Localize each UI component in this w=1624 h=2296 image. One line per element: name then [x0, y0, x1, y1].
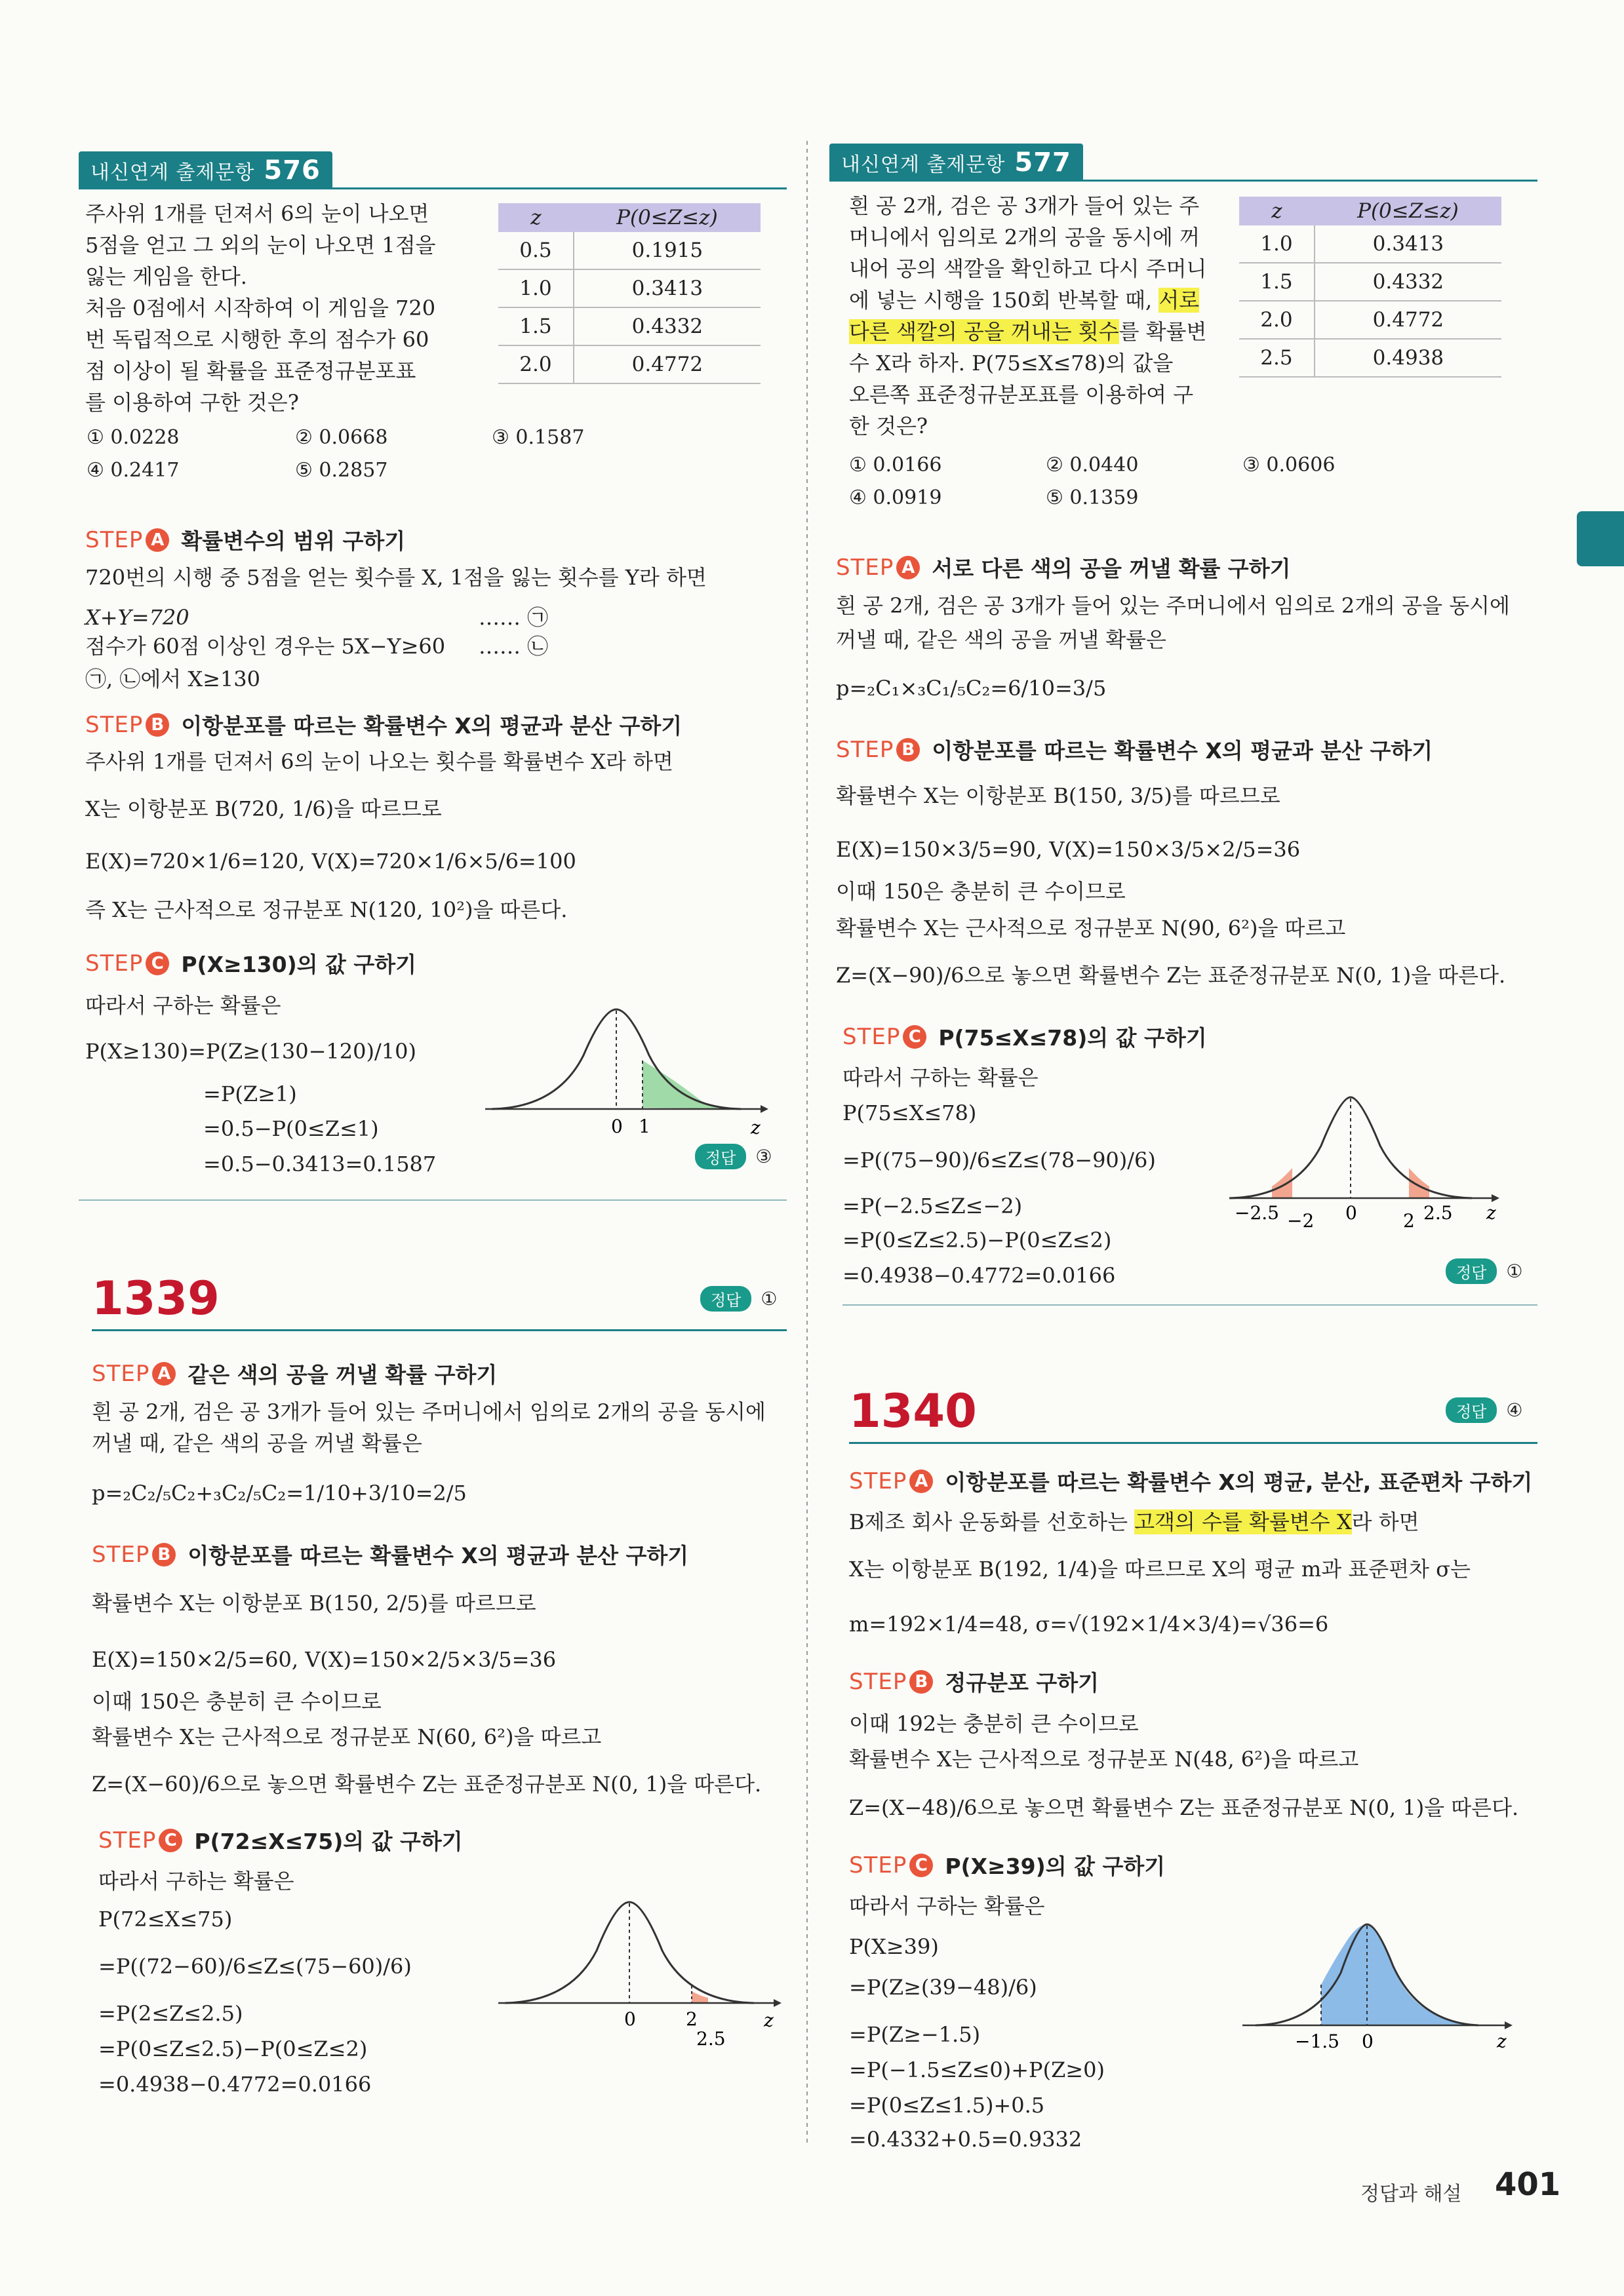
normal-curve-1340 [1242, 1907, 1518, 2058]
sol-1339-c4: =P(2≤Z≤2.5) [98, 2001, 243, 2026]
sol-1339-a2: 꺼낼 때, 같은 색의 공을 꺼낼 확률은 [92, 1431, 422, 1456]
sol-576-a1: 720번의 시행 중 5점을 얻는 횟수를 X, 1점을 잃는 횟수를 Y라 하면 [85, 565, 707, 590]
curve-label: z [1486, 1202, 1496, 1224]
section-rule [842, 1304, 1537, 1306]
section-rule [849, 1442, 1537, 1444]
problem-576-line-2: 5점을 얻고 그 외의 눈이 나오면 1점을 [85, 233, 436, 258]
table-cell: 0.4772 [574, 345, 761, 383]
step-word: STEP [849, 1668, 907, 1695]
step-word: STEP [836, 554, 894, 581]
step-badge: B [909, 1670, 933, 1694]
step-b-576 [85, 709, 682, 740]
footer-label: 정답과 해설 [1360, 2183, 1462, 2206]
z-table-576 [498, 203, 761, 384]
curve-label: 0 [611, 1116, 623, 1137]
answer-577 [1446, 1258, 1522, 1284]
shaded-area-left [1272, 1168, 1292, 1198]
step-a-1339 [92, 1358, 497, 1389]
step-badge: C [909, 1854, 933, 1877]
sol-577-c5: =P(0≤Z≤2.5)−P(0≤Z≤2) [842, 1228, 1112, 1253]
sol-577-c1: 따라서 구하는 확률은 [842, 1065, 1039, 1090]
option-5[interactable]: ⑤ 0.1359 [1046, 486, 1139, 509]
problem-577-line-8: 한 것은? [849, 414, 928, 438]
step-a-576 [85, 524, 405, 555]
table-row [1239, 263, 1501, 301]
answer-value: ③ [755, 1146, 772, 1167]
curve-label: 2 [1403, 1210, 1415, 1232]
problem-576-line-5: 번 독립적으로 시행한 후의 점수가 60 [85, 327, 429, 352]
problem-577-line-4 [849, 284, 1199, 316]
normal-curve-576 [485, 996, 767, 1147]
step-b-1339 [92, 1539, 688, 1570]
sol-577-b1: 확률변수 X는 이항분포 B(150, 3/5)를 따르므로 [836, 783, 1280, 808]
problem-tag [829, 144, 1083, 182]
section-rule [79, 1199, 787, 1201]
sol-576-c4: =0.5−P(0≤Z≤1) [203, 1116, 379, 1141]
sol-577-b5: Z=(X−90)/6으로 놓으면 확률변수 Z는 표준정규분포 N(0, 1)을 따른다. [836, 963, 1506, 988]
sol-577-c3: =P((75−90)/6≤Z≤(78−90)/6) [842, 1148, 1156, 1173]
table-row [498, 307, 761, 345]
table-header-p: P(0≤Z≤z) [574, 203, 761, 232]
shaded-area-right [1409, 1168, 1429, 1198]
answer-badge: 정답 [700, 1286, 751, 1312]
header-rule [829, 180, 1537, 182]
problem-576-line-3: 잃는 게임을 한다. [85, 264, 247, 289]
table-cell: 0.1915 [574, 232, 761, 269]
table-cell: 2.0 [498, 345, 574, 383]
table-cell: 2.5 [1239, 339, 1315, 377]
sol-576-b1: 주사위 1개를 던져서 6의 눈이 나오는 횟수를 확률변수 X라 하면 [85, 749, 673, 774]
sol-1340-c7: =0.4332+0.5=0.9332 [849, 2127, 1082, 2152]
problem-number-1340: 1340 [849, 1384, 977, 1438]
table-row [498, 232, 761, 269]
option-3[interactable]: ③ 0.1587 [492, 426, 585, 449]
sol-577-b2: E(X)=150×3/5=90, V(X)=150×3/5×2/5=36 [836, 837, 1301, 862]
table-cell: 0.4938 [1315, 339, 1501, 377]
option-5[interactable]: ⑤ 0.2857 [295, 459, 388, 482]
highlight: 서로 [1159, 288, 1200, 313]
step-badge: A [146, 528, 169, 552]
step-badge: C [903, 1025, 926, 1049]
problem-number-1339: 1339 [92, 1272, 220, 1325]
sol-1339-c3: =P((72−60)/6≤Z≤(75−60)/6) [98, 1954, 412, 1979]
sol-577-b4: 확률변수 X는 근사적으로 정규분포 N(90, 6²)을 따르고 [836, 916, 1346, 941]
step-word: STEP [85, 711, 144, 738]
sol-576-c1: 따라서 구하는 확률은 [85, 993, 281, 1018]
sol-1340-b3: Z=(X−48)/6으로 놓으면 확률변수 Z는 표준정규분포 N(0, 1)을 따른다. [849, 1795, 1519, 1820]
option-1[interactable]: ① 0.0166 [849, 454, 942, 477]
step-word: STEP [98, 1827, 157, 1854]
answer-badge: 정답 [1446, 1397, 1497, 1423]
sol-577-b3: 이때 150은 충분히 큰 수이므로 [836, 879, 1126, 904]
line-text: 라 하면 [1351, 1509, 1419, 1534]
sol-577-c2: P(75≤X≤78) [842, 1100, 977, 1125]
column-divider [806, 141, 808, 2147]
table-cell: 0.4332 [574, 307, 761, 345]
problem-577-line-2: 머니에서 임의로 2개의 공을 동시에 꺼 [849, 225, 1200, 250]
option-2[interactable]: ② 0.0668 [295, 426, 388, 449]
step-badge: C [146, 952, 169, 975]
table-header-z: z [1239, 197, 1315, 225]
sol-1339-a3: p=₂C₂/₅C₂+₃C₂/₅C₂=1/10+3/10=2/5 [92, 1481, 467, 1506]
sol-1340-b1: 이때 192는 충분히 큰 수이므로 [849, 1711, 1139, 1736]
table-row [1239, 301, 1501, 339]
problem-576-line-4: 처음 0점에서 시작하여 이 게임을 720 [85, 296, 436, 321]
sol-576-a2-mark: …… ㉠ [479, 605, 549, 630]
step-title: 이항분포를 따르는 확률변수 X의 평균과 분산 구하기 [932, 738, 1433, 764]
sol-1340-c3: =P(Z≥(39−48)/6) [849, 1975, 1037, 2000]
table-cell: 0.3413 [1315, 225, 1501, 263]
answer-badge: 정답 [695, 1144, 746, 1169]
sol-1339-c2: P(72≤X≤75) [98, 1907, 233, 1932]
sol-1339-c6: =0.4938−0.4772=0.0166 [98, 2072, 372, 2097]
table-cell: 0.5 [498, 232, 574, 269]
option-1[interactable]: ① 0.0228 [87, 426, 180, 449]
curve-label: z [1497, 2031, 1507, 2052]
option-4[interactable]: ④ 0.0919 [849, 486, 942, 509]
table-row [498, 345, 761, 383]
step-word: STEP [92, 1360, 150, 1387]
step-b-1340 [849, 1666, 1099, 1697]
sol-577-a2: 꺼낼 때, 같은 색의 공을 꺼낼 확률은 [836, 627, 1166, 652]
table-row [1239, 339, 1501, 377]
answer-value: ① [761, 1288, 778, 1310]
problem-576-line-6: 점 이상이 될 확률을 표준정규분포표 [85, 359, 416, 383]
sol-1340-c1: 따라서 구하는 확률은 [849, 1894, 1045, 1918]
sol-577-a3: p=₂C₁×₃C₁/₅C₂=6/10=3/5 [836, 676, 1107, 701]
table-cell: 1.5 [498, 307, 574, 345]
table-cell: 1.0 [1239, 225, 1315, 263]
curve-label: 2.5 [1423, 1202, 1453, 1224]
sol-577-a1: 흰 공 2개, 검은 공 3개가 들어 있는 주머니에서 임의로 2개의 공을 동시에 [836, 593, 1510, 618]
problem-576-line-7: 를 이용하여 구한 것은? [85, 390, 299, 415]
step-word: STEP [92, 1541, 150, 1568]
sol-1340-c5: =P(−1.5≤Z≤0)+P(Z≥0) [849, 2057, 1105, 2082]
step-c-1340 [849, 1850, 1165, 1880]
problem-number: 577 [1014, 147, 1071, 178]
sol-576-c2: P(X≥130)=P(Z≥(130−120)/10) [85, 1039, 416, 1064]
sol-576-c3: =P(Z≥1) [203, 1081, 297, 1106]
step-badge: B [896, 738, 920, 762]
table-header-p: P(0≤Z≤z) [1315, 197, 1501, 225]
step-title: 이항분포를 따르는 확률변수 X의 평균, 분산, 표준편차 구하기 [945, 1469, 1533, 1495]
highlight: 고객의 수를 확률변수 X [1134, 1509, 1352, 1534]
problem-577-line-6: 수 X라 하자. P(75≤X≤78)의 값을 [849, 351, 1174, 376]
step-a-1340 [849, 1466, 1532, 1496]
answer-value: ④ [1506, 1399, 1523, 1421]
normal-curve-577 [1229, 1081, 1505, 1239]
step-c-577 [842, 1021, 1207, 1052]
option-4[interactable]: ④ 0.2417 [87, 459, 180, 482]
z-table-577 [1239, 197, 1501, 378]
tag-label: 내신연계 출제문항 [841, 153, 1006, 176]
normal-curve-1339 [498, 1888, 780, 2050]
line-text: 를 확률변 [1119, 319, 1207, 344]
table-header-z: z [498, 203, 574, 232]
sol-1340-a1 [849, 1506, 1419, 1538]
curve-label: 0 [624, 2008, 636, 2030]
table-row [498, 269, 761, 307]
table-cell: 0.3413 [574, 269, 761, 307]
table-cell: 0.4772 [1315, 301, 1501, 339]
curve-label: 0 [1362, 2031, 1374, 2052]
line-text: 에 넣는 시행을 150회 반복할 때, [849, 288, 1159, 313]
problem-number: 576 [264, 155, 321, 185]
step-title: 같은 색의 공을 꺼낼 확률 구하기 [188, 1362, 498, 1388]
sol-1340-c2: P(X≥39) [849, 1934, 939, 1959]
sol-1340-a2: X는 이항분포 B(192, 1/4)을 따르므로 X의 평균 m과 표준편차 σ는 [849, 1557, 1471, 1582]
answer-1339 [700, 1286, 777, 1312]
sol-1339-c5: =P(0≤Z≤2.5)−P(0≤Z≤2) [98, 2036, 368, 2061]
sol-1339-c1: 따라서 구하는 확률은 [98, 1869, 294, 1894]
axis-arrow [1505, 2021, 1513, 2029]
sol-1339-b5: Z=(X−60)/6으로 놓으면 확률변수 Z는 표준정규분포 N(0, 1)을 따른다. [92, 1772, 762, 1797]
problem-tag [79, 151, 332, 189]
answer-576 [695, 1144, 772, 1169]
highlight: 다른 색깔의 공을 꺼내는 횟수 [849, 319, 1119, 344]
sol-1340-c4: =P(Z≥−1.5) [849, 2022, 981, 2047]
problem-576-header [79, 151, 332, 190]
sol-576-a3-mark: …… ㉡ [479, 634, 549, 659]
step-word: STEP [849, 1852, 907, 1878]
problem-576-line-1: 주사위 1개를 던져서 6의 눈이 나오면 [85, 201, 429, 226]
curve-label: z [764, 2010, 774, 2031]
step-badge: A [896, 556, 920, 579]
table-cell: 0.4332 [1315, 263, 1501, 301]
problem-577-line-3: 내어 공의 색깔을 확인하고 다시 주머니 [849, 256, 1207, 281]
sol-576-a2: X+Y=720 [85, 605, 189, 630]
table-row [1239, 225, 1501, 263]
problem-577-line-7: 오른쪽 표준정규분포표를 이용하여 구 [849, 382, 1194, 407]
axis-arrow [774, 1999, 782, 2007]
sol-1340-a3: m=192×1/4=48, σ=√(192×1/4×3/4)=√36=6 [849, 1612, 1329, 1637]
sol-1340-c6: =P(0≤Z≤1.5)+0.5 [849, 2093, 1045, 2118]
table-cell: 2.0 [1239, 301, 1315, 339]
tag-label: 내신연계 출제문항 [90, 161, 255, 184]
axis-arrow [1492, 1194, 1499, 1202]
edge-tab [1577, 511, 1624, 566]
option-3[interactable]: ③ 0.0606 [1242, 454, 1336, 477]
step-title: P(72≤X≤75)의 값 구하기 [194, 1829, 463, 1854]
step-title: 확률변수의 범위 구하기 [181, 528, 406, 554]
curve-label: −1.5 [1295, 2031, 1339, 2052]
step-title: P(X≥130)의 값 구하기 [181, 952, 417, 977]
step-c-576 [85, 948, 416, 979]
step-title: 서로 다른 색의 공을 꺼낼 확률 구하기 [932, 556, 1291, 581]
sol-577-c4: =P(−2.5≤Z≤−2) [842, 1194, 1023, 1218]
curve-label: −2 [1287, 1210, 1315, 1232]
step-a-577 [836, 552, 1290, 583]
sol-1339-b2: E(X)=150×2/5=60, V(X)=150×2/5×3/5=36 [92, 1647, 557, 1672]
step-badge: C [159, 1829, 182, 1852]
sol-1339-a1: 흰 공 2개, 검은 공 3개가 들어 있는 주머니에서 임의로 2개의 공을 동시에 [92, 1399, 766, 1424]
axis-arrow [761, 1105, 768, 1113]
problem-577-line-5 [849, 316, 1206, 347]
line-text: B제조 회사 운동화를 선호하는 [849, 1509, 1135, 1534]
sol-1339-b1: 확률변수 X는 이항분포 B(150, 2/5)를 따르므로 [92, 1591, 536, 1616]
sol-576-b4: 즉 X는 근사적으로 정규분포 N(120, 10²)을 따른다. [85, 897, 568, 922]
step-word: STEP [849, 1468, 907, 1494]
curve-label: −2.5 [1235, 1202, 1279, 1224]
step-b-577 [836, 734, 1433, 765]
sol-577-c6: =0.4938−0.4772=0.0166 [842, 1263, 1116, 1288]
option-2[interactable]: ② 0.0440 [1046, 454, 1139, 477]
curve-label: 2 [686, 2008, 698, 2030]
sol-576-b3: E(X)=720×1/6=120, V(X)=720×1/6×5/6=100 [85, 849, 576, 874]
sol-1339-b4: 확률변수 X는 근사적으로 정규분포 N(60, 6²)을 따르고 [92, 1724, 602, 1749]
step-title: P(X≥39)의 값 구하기 [945, 1854, 1166, 1879]
step-title: 이항분포를 따르는 확률변수 X의 평균과 분산 구하기 [188, 1543, 689, 1568]
page-number: 401 [1495, 2166, 1561, 2203]
curve-label: 2.5 [696, 2028, 726, 2050]
curve-label: 0 [1345, 1202, 1357, 1224]
curve-label: 1 [639, 1116, 650, 1137]
header-rule [79, 187, 787, 189]
step-badge: A [909, 1469, 933, 1493]
step-c-1339 [98, 1825, 463, 1856]
sol-576-a4: ㉠, ㉡에서 X≥130 [85, 667, 261, 691]
sol-576-b2: X는 이항분포 B(720, 1/6)을 따르므로 [85, 796, 442, 821]
step-badge: B [152, 1543, 176, 1566]
table-cell: 1.5 [1239, 263, 1315, 301]
problem-577-header [829, 143, 1083, 182]
sol-1339-b3: 이때 150은 충분히 큰 수이므로 [92, 1689, 382, 1714]
table-cell: 1.0 [498, 269, 574, 307]
answer-badge: 정답 [1446, 1258, 1497, 1284]
step-word: STEP [836, 736, 894, 763]
step-badge: A [152, 1362, 176, 1386]
step-word: STEP [842, 1023, 901, 1050]
step-word: STEP [85, 526, 144, 553]
problem-577-line-1: 흰 공 2개, 검은 공 3개가 들어 있는 주 [849, 193, 1200, 218]
sol-576-a3: 점수가 60점 이상인 경우는 5X−Y≥60 [85, 634, 446, 659]
step-badge: B [146, 713, 169, 737]
sol-1340-b2: 확률변수 X는 근사적으로 정규분포 N(48, 6²)을 따르고 [849, 1747, 1359, 1772]
step-title: 이항분포를 따르는 확률변수 X의 평균과 분산 구하기 [181, 713, 683, 739]
sol-576-c5: =0.5−0.3413=0.1587 [203, 1152, 437, 1177]
answer-1340 [1446, 1397, 1522, 1423]
step-title: 정규분포 구하기 [945, 1670, 1099, 1696]
step-word: STEP [85, 950, 144, 977]
answer-value: ① [1506, 1260, 1523, 1282]
step-title: P(75≤X≤78)의 값 구하기 [938, 1025, 1207, 1051]
curve-label: z [751, 1117, 761, 1138]
section-rule [92, 1329, 787, 1331]
